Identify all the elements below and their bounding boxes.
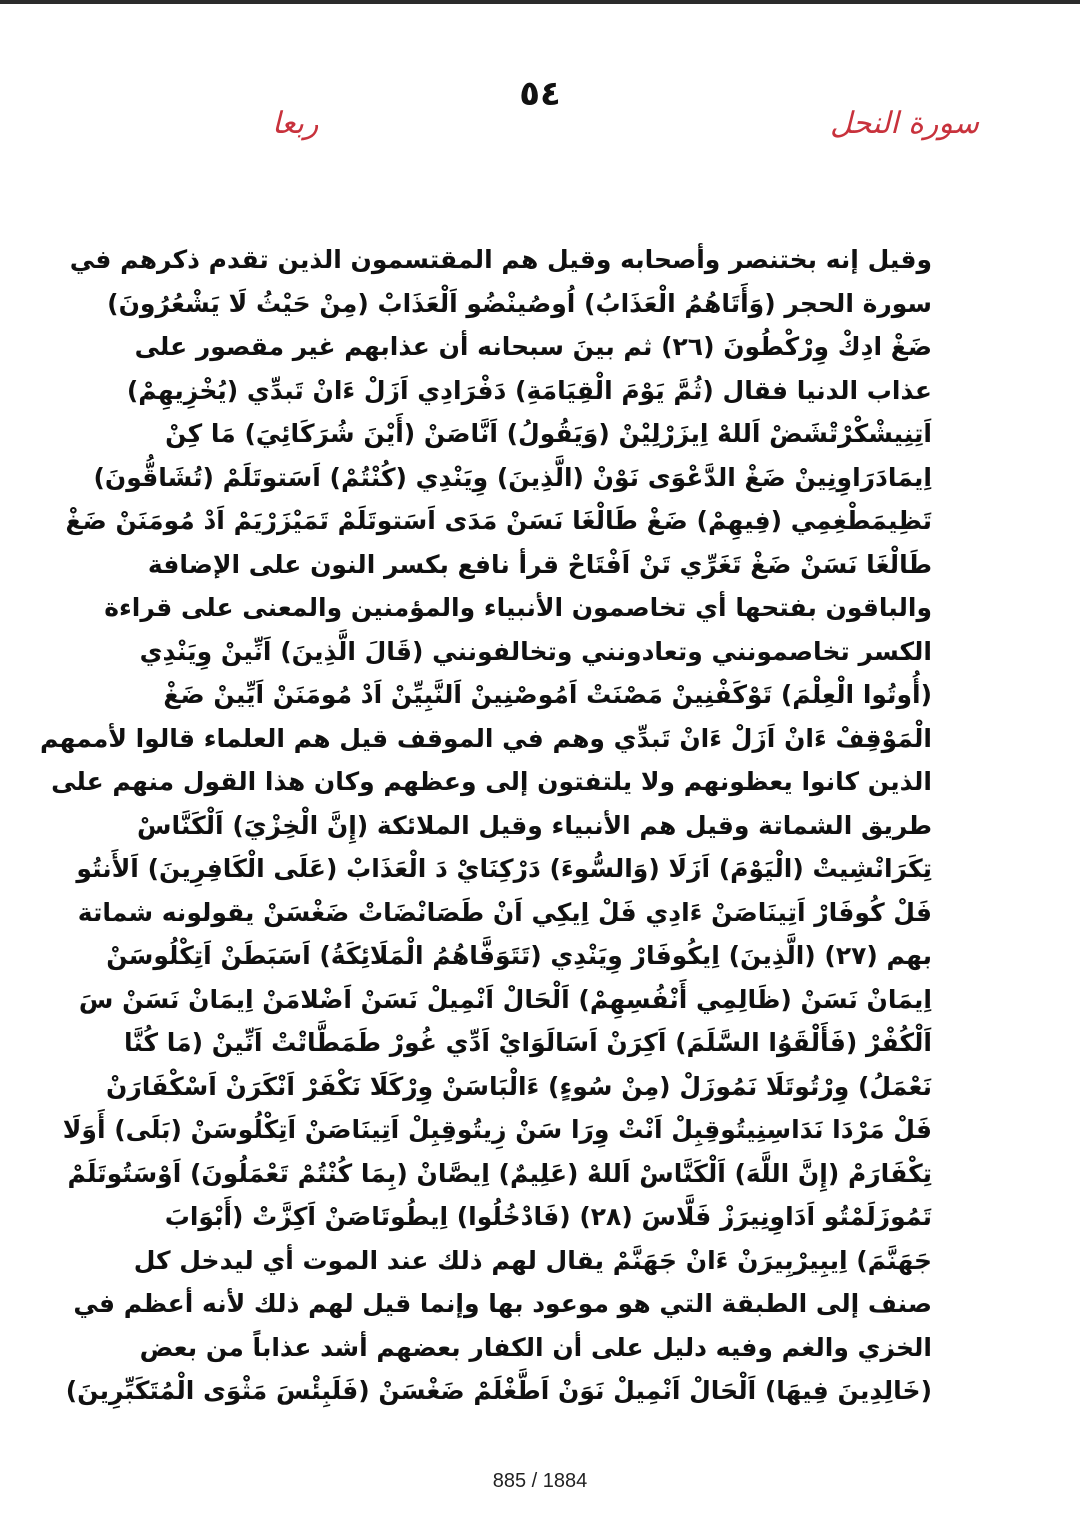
text-line: وقيل إنه بختنصر وأصحابه وقيل هم المقتسمون الذين تقدم ذكرهم في: [69, 245, 932, 274]
text-line: اَتِنِيشْكْرْتْشَضْ اَللهْ اِيزَرْلِيْنْ (وَيَقُولُ) اَنَّاصَنْ (أَيْنَ شُرَكَائِيَ) مَا كِنْ: [165, 419, 932, 448]
text-line: (خَالِدِينَ فِيهَا) اَلْحَالْ اَنْمِيلْ نَوَنْ اَطَّغْلَمْ ضَغْسَنْ (فَلَبِئْسَ مَثْوَى الْمُتَكَبِّرِينَ): [65, 1376, 932, 1405]
text-line: جَهَنَّمَ) اِيبِيرْبِيرَنْ ءَانْ جَهَنَّمْ يقال لهم ذلك عند الموت أي ليدخل كل: [133, 1245, 932, 1275]
text-line: طريق الشماتة وقيل هم الأنبياء وقيل الملائكة (إِنَّ الْخِزْيَ) اَلْكَنَّاسْ: [137, 810, 932, 840]
text-line: تَظِيمَطْغِمِي (فِيهِمْ) ضَغْ طَالْغَا نَسَنْ مَدَى اَسَتوتَلَمْ تَمَيْزَرْيَمْ اَدْ مُومَنَنْ ضَغْ: [65, 506, 932, 535]
handwritten-note-left: ربعا: [272, 106, 319, 141]
text-line: (أُوتُوا الْعِلْمَ) تَوْكَفْنِينْ مَصْنَتْ اَمُوصْنِينْ اَلنَّبِيِّنْ اَدْ مُومَنَنْ اَيِّينْ ضَغْ: [163, 680, 932, 709]
page-number: ٥٤: [519, 74, 561, 114]
text-line: ضَغْ ادِكْ وِرْكْطُونَ (٢٦) ثم بينَ سبحانه أن عذابهم غير مقصور على: [134, 332, 932, 361]
text-line: الخزي والغم وفيه دليل على أن الكفار بعضهم أشد عذاباً من بعض: [139, 1332, 932, 1362]
text-line: فَلْ كُوفَارْ اَتِينَاصَنْ ءَادِي فَلْ اِيكِي اَنْ طَصَانْضَاتْ ضَغْسَنْ يقولونه شماتة: [77, 897, 932, 927]
text-line: الْمَوْقِفْ ءَانْ اَزَلْ ءَانْ تَبدِّي وهم في الموقف قيل هم العلماء قالوا لأممهم: [39, 723, 932, 753]
text-line: تَمُوزَلَمْتُو اَدَاوِنِيرَزْ فَلَّاسَ (٢٨) (فَادْخُلُوا) اِيطُوتَاصَنْ اَكِزَّتْ (أَبْوَابَ: [164, 1202, 932, 1231]
text-line: الذين كانوا يعظونهم ولا يلتفتون إلى وعظهم وكان هذا القول منهم على: [51, 767, 932, 796]
text-line: تِكْفَارَمْ (إِنَّ اللَّهَ) اَلْكَنَّاسْ اَللهْ (عَلِيمٌ) اِيصَّانْ (بِمَا كُنْتُمْ تَعْمَلُونَ) اَوْسَتُوتَلَمْ: [67, 1158, 932, 1188]
handwritten-surah-name: سورة النحل: [830, 106, 979, 141]
text-line: الكسر تخاصمونني وتعادونني وتخالفونني (قَالَ الَّذِينَ) اَنِّينْ وِيَنْدِي: [139, 636, 932, 666]
page-body-text: [39, 238, 932, 1413]
text-line: والباقون بفتحها أي تخاصمون الأنبياء والمؤمنين والمعنى على قراءة: [104, 593, 932, 622]
text-line: عذاب الدنيا فقال (ثُمَّ يَوْمَ الْقِيَامَةِ) دَفْرَادِي اَزَلْ ءَانْ تَبدِّي (يُخْزِيهِمْ): [126, 375, 932, 405]
page-counter: 885 / 1884: [492, 1470, 588, 1492]
text-line: صنف إلى الطبقة التي هو موعود بها وإنما قيل لهم ذلك لأنه أعظم في: [73, 1289, 932, 1318]
text-line: اَلْكُفْرْ (فَأَلْقَوُا السَّلَمَ) اَكِرَنْ اَسَالَوَايْ اَدِّي غُورْ طَمَطَّاتْتْ اَنِّينْ (مَا كُنَّا: [123, 1028, 932, 1057]
text-line: نَعْمَلُ) وِرْتُوتَلَا نَمُوزَلْ (مِنْ سُوءٍ) ءَالْبَاسَنْ وِرْكَلَا نَكْفَرْ اَنْكَرَنْ اَسْكْفَارَنْ: [106, 1071, 932, 1101]
text-line: فَلْ مَرْدَا نَدَاسِنِيتُوقِبِلْ اَنْتْ وِرَا سَنْ زِيتُوقِبِلْ اَتِينَاصَنْ اَتِكْلُوسَنْ (بَلَى) أَوَلَا: [62, 1115, 932, 1144]
scan-top-edge: [0, 0, 1080, 4]
text-line: تِكَرَانْشِيتْ (الْيَوْمَ) اَزَلَا (وَالسُّوءَ) دَرْكِنَايْ دَ الْعَذَابْ (عَلَى الْكَافِرِينَ) اَلأَنتُو: [76, 854, 932, 883]
text-line: طَالْغَا نَسَنْ ضَغْ تَغَرِّي تَنْ اَفْتَاحْ قرأ نافع بكسر النون على الإضافة: [147, 549, 932, 579]
text-line: اِيمَادَرَاوِنِينْ ضَغْ الدَّعْوَى نَوْنْ (الَّذِينَ) وِيَنْدِي (كُنْتُمْ) اَسَتوتَلَمْ (تُشَاقُّونَ): [93, 462, 932, 492]
text-line: بهم (٢٧) (الَّذِينَ) اِيكُوفَارْ وِيَنْدِي (تَتَوَفَّاهُمُ الْمَلَائِكَةُ) اَسَبَطَنْ اَتِكْلُوسَنْ: [106, 941, 932, 970]
text-line: سورة الحجر (وَأَتَاهُمُ الْعَذَابُ) اُوصُينْضُو اَلْعَذَابْ (مِنْ حَيْثُ لَا يَشْعُرُونَ): [107, 288, 932, 318]
text-line: اِيمَانْ نَسَنْ (ظَالِمِي أَنْفُسِهِمْ) اَلْحَالْ اَنْمِيلْ نَسَنْ اَضْلامَنْ اِيمَانْ نَسَنْ سَ: [78, 984, 932, 1014]
